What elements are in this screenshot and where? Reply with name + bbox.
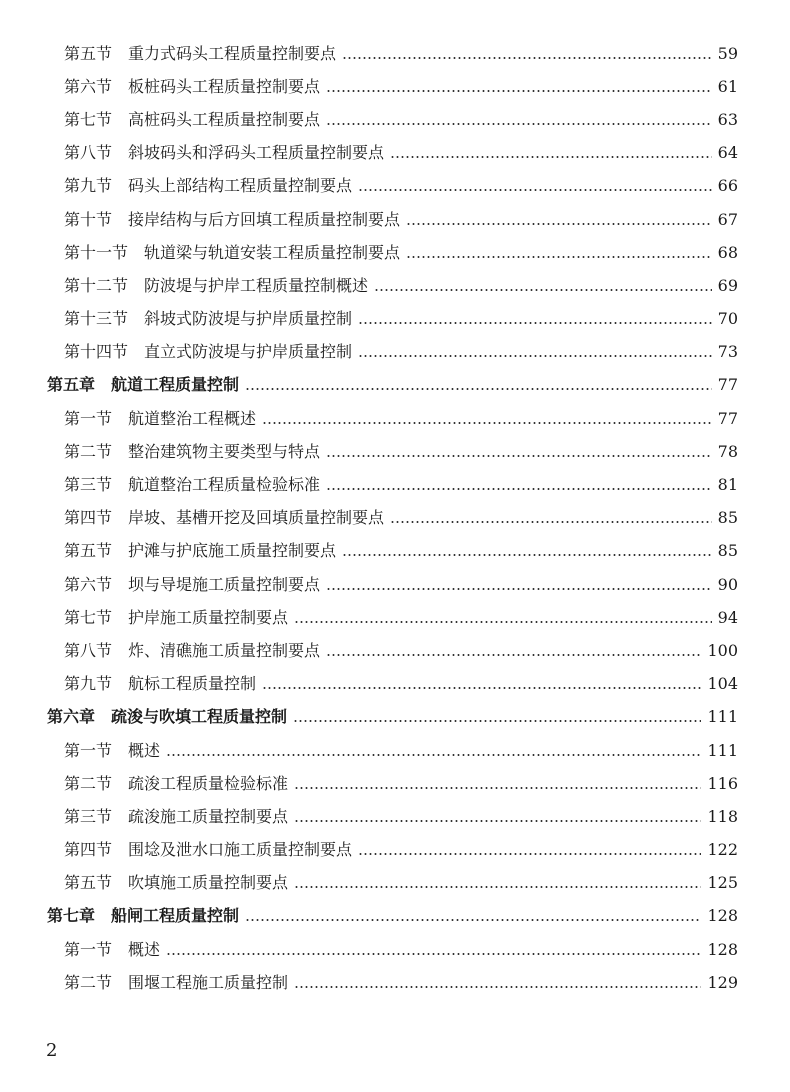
dot-leader xyxy=(294,820,701,822)
dot-leader xyxy=(262,422,712,424)
toc-section-entry xyxy=(0,933,790,966)
toc-section-entry xyxy=(0,867,790,900)
dot-leader xyxy=(358,853,701,855)
entry-title: 疏浚工程质量检验标准 xyxy=(128,773,289,793)
entry-number: 第十三节 xyxy=(64,309,129,329)
entry-page-number: 94 xyxy=(717,607,738,627)
entry-number: 第四节 xyxy=(64,508,113,528)
dot-leader xyxy=(326,123,712,125)
entry-page-number: 66 xyxy=(717,176,738,196)
toc-section-entry xyxy=(0,336,790,369)
entry-title: 护岸施工质量控制要点 xyxy=(128,607,289,627)
entry-page-number: 81 xyxy=(717,475,738,495)
toc-section-entry xyxy=(0,767,790,800)
entry-page-number: 129 xyxy=(707,972,738,992)
entry-title: 防波堤与护岸工程质量控制概述 xyxy=(144,275,369,295)
entry-title: 直立式防波堤与护岸质量控制 xyxy=(144,342,353,362)
entry-number: 第十四节 xyxy=(64,342,129,362)
dot-leader xyxy=(326,588,712,590)
dot-leader xyxy=(326,488,712,490)
entry-page-number: 85 xyxy=(717,541,738,561)
toc-chapter-entry xyxy=(0,369,790,402)
entry-page-number: 100 xyxy=(707,640,738,660)
toc-section-entry xyxy=(0,435,790,468)
entry-page-number: 64 xyxy=(717,143,738,163)
dot-leader xyxy=(374,289,712,291)
entry-page-number: 67 xyxy=(717,209,738,229)
entry-page-number: 118 xyxy=(707,806,738,826)
entry-title: 斜坡码头和浮码头工程质量控制要点 xyxy=(128,143,385,163)
toc-section-entry xyxy=(0,668,790,701)
entry-title: 船闸工程质量控制 xyxy=(111,906,240,926)
dot-leader xyxy=(326,654,701,656)
entry-title: 航标工程质量控制 xyxy=(128,674,257,694)
toc-section-entry xyxy=(0,303,790,336)
entry-page-number: 70 xyxy=(717,309,738,329)
dot-leader xyxy=(294,886,701,888)
toc-section-entry xyxy=(0,568,790,601)
entry-number: 第五节 xyxy=(64,43,113,63)
toc-section-entry xyxy=(0,402,790,435)
entry-number: 第二节 xyxy=(64,773,113,793)
dot-leader xyxy=(326,455,712,457)
toc-section-entry xyxy=(0,103,790,136)
entry-number: 第九节 xyxy=(64,176,113,196)
entry-title: 码头上部结构工程质量控制要点 xyxy=(128,176,353,196)
entry-number: 第一节 xyxy=(64,939,113,959)
entry-number: 第八节 xyxy=(64,640,113,660)
entry-title: 斜坡式防波堤与护岸质量控制 xyxy=(144,309,353,329)
entry-number: 第九节 xyxy=(64,674,113,694)
dot-leader xyxy=(294,787,701,789)
entry-page-number: 85 xyxy=(717,508,738,528)
toc-section-entry xyxy=(0,535,790,568)
toc-section-entry xyxy=(0,70,790,103)
entry-page-number: 61 xyxy=(717,76,738,96)
dot-leader xyxy=(358,355,712,357)
entry-number: 第一节 xyxy=(64,408,113,428)
entry-title: 概述 xyxy=(128,740,161,760)
entry-title: 轨道梁与轨道安装工程质量控制要点 xyxy=(144,242,401,262)
page-number: 2 xyxy=(46,1040,58,1061)
toc-section-entry xyxy=(0,269,790,302)
entry-title: 重力式码头工程质量控制要点 xyxy=(128,43,337,63)
entry-number: 第十节 xyxy=(64,209,113,229)
entry-number: 第六章 xyxy=(47,707,96,727)
dot-leader xyxy=(262,687,701,689)
entry-page-number: 104 xyxy=(707,674,738,694)
entry-title: 疏浚施工质量控制要点 xyxy=(128,806,289,826)
entry-title: 接岸结构与后方回填工程质量控制要点 xyxy=(128,209,401,229)
entry-number: 第三节 xyxy=(64,806,113,826)
toc-section-entry xyxy=(0,834,790,867)
entry-title: 吹填施工质量控制要点 xyxy=(128,873,289,893)
toc-section-entry xyxy=(0,601,790,634)
entry-number: 第四节 xyxy=(64,840,113,860)
dot-leader xyxy=(390,521,712,523)
toc-section-entry xyxy=(0,634,790,667)
entry-title: 坝与导堤施工质量控制要点 xyxy=(128,574,321,594)
toc-section-entry xyxy=(0,236,790,269)
entry-page-number: 73 xyxy=(717,342,738,362)
entry-title: 围堰工程施工质量控制 xyxy=(128,972,289,992)
entry-page-number: 128 xyxy=(707,939,738,959)
entry-title: 板桩码头工程质量控制要点 xyxy=(128,76,321,96)
entry-page-number: 68 xyxy=(717,242,738,262)
toc-section-entry xyxy=(0,137,790,170)
entry-title: 高桩码头工程质量控制要点 xyxy=(128,109,321,129)
entry-number: 第五节 xyxy=(64,873,113,893)
entry-title: 岸坡、基槽开挖及回填质量控制要点 xyxy=(128,508,385,528)
entry-number: 第十一节 xyxy=(64,242,129,262)
dot-leader xyxy=(342,57,712,59)
dot-leader xyxy=(406,256,712,258)
entry-page-number: 111 xyxy=(707,707,738,727)
toc-section-entry xyxy=(0,468,790,501)
entry-title: 整治建筑物主要类型与特点 xyxy=(128,441,321,461)
entry-page-number: 122 xyxy=(707,840,738,860)
entry-page-number: 77 xyxy=(717,408,738,428)
toc-section-entry xyxy=(0,502,790,535)
entry-number: 第七节 xyxy=(64,109,113,129)
dot-leader xyxy=(406,223,712,225)
toc-section-entry xyxy=(0,37,790,70)
toc-section-entry xyxy=(0,170,790,203)
dot-leader xyxy=(358,322,712,324)
entry-number: 第七节 xyxy=(64,607,113,627)
entry-page-number: 59 xyxy=(717,43,738,63)
entry-number: 第六节 xyxy=(64,574,113,594)
entry-title: 炸、清礁施工质量控制要点 xyxy=(128,640,321,660)
table-of-contents xyxy=(0,37,790,999)
toc-section-entry xyxy=(0,734,790,767)
entry-page-number: 116 xyxy=(707,773,738,793)
entry-number: 第二节 xyxy=(64,441,113,461)
entry-number: 第五章 xyxy=(47,375,96,395)
dot-leader xyxy=(342,554,712,556)
entry-title: 护滩与护底施工质量控制要点 xyxy=(128,541,337,561)
entry-page-number: 111 xyxy=(707,740,738,760)
entry-page-number: 69 xyxy=(717,275,738,295)
entry-title: 航道工程质量控制 xyxy=(111,375,240,395)
entry-number: 第三节 xyxy=(64,475,113,495)
entry-page-number: 90 xyxy=(717,574,738,594)
dot-leader xyxy=(166,754,701,756)
entry-page-number: 77 xyxy=(717,375,738,395)
entry-number: 第十二节 xyxy=(64,275,129,295)
entry-title: 围埝及泄水口施工质量控制要点 xyxy=(128,840,353,860)
dot-leader xyxy=(293,720,701,722)
toc-section-entry xyxy=(0,203,790,236)
toc-chapter-entry xyxy=(0,701,790,734)
dot-leader xyxy=(294,621,712,623)
entry-number: 第七章 xyxy=(47,906,96,926)
dot-leader xyxy=(326,90,712,92)
entry-page-number: 125 xyxy=(707,873,738,893)
dot-leader xyxy=(245,919,701,921)
entry-title: 航道整治工程质量检验标准 xyxy=(128,475,321,495)
dot-leader xyxy=(294,986,701,988)
entry-page-number: 78 xyxy=(717,441,738,461)
entry-number: 第八节 xyxy=(64,143,113,163)
entry-number: 第五节 xyxy=(64,541,113,561)
entry-number: 第二节 xyxy=(64,972,113,992)
entry-title: 航道整治工程概述 xyxy=(128,408,257,428)
entry-page-number: 128 xyxy=(707,906,738,926)
toc-chapter-entry xyxy=(0,900,790,933)
entry-number: 第六节 xyxy=(64,76,113,96)
toc-section-entry xyxy=(0,800,790,833)
entry-number: 第一节 xyxy=(64,740,113,760)
dot-leader xyxy=(245,388,712,390)
entry-title: 疏浚与吹填工程质量控制 xyxy=(111,707,288,727)
dot-leader xyxy=(166,953,701,955)
dot-leader xyxy=(358,189,712,191)
entry-page-number: 63 xyxy=(717,109,738,129)
toc-section-entry xyxy=(0,966,790,999)
dot-leader xyxy=(390,156,712,158)
entry-title: 概述 xyxy=(128,939,161,959)
